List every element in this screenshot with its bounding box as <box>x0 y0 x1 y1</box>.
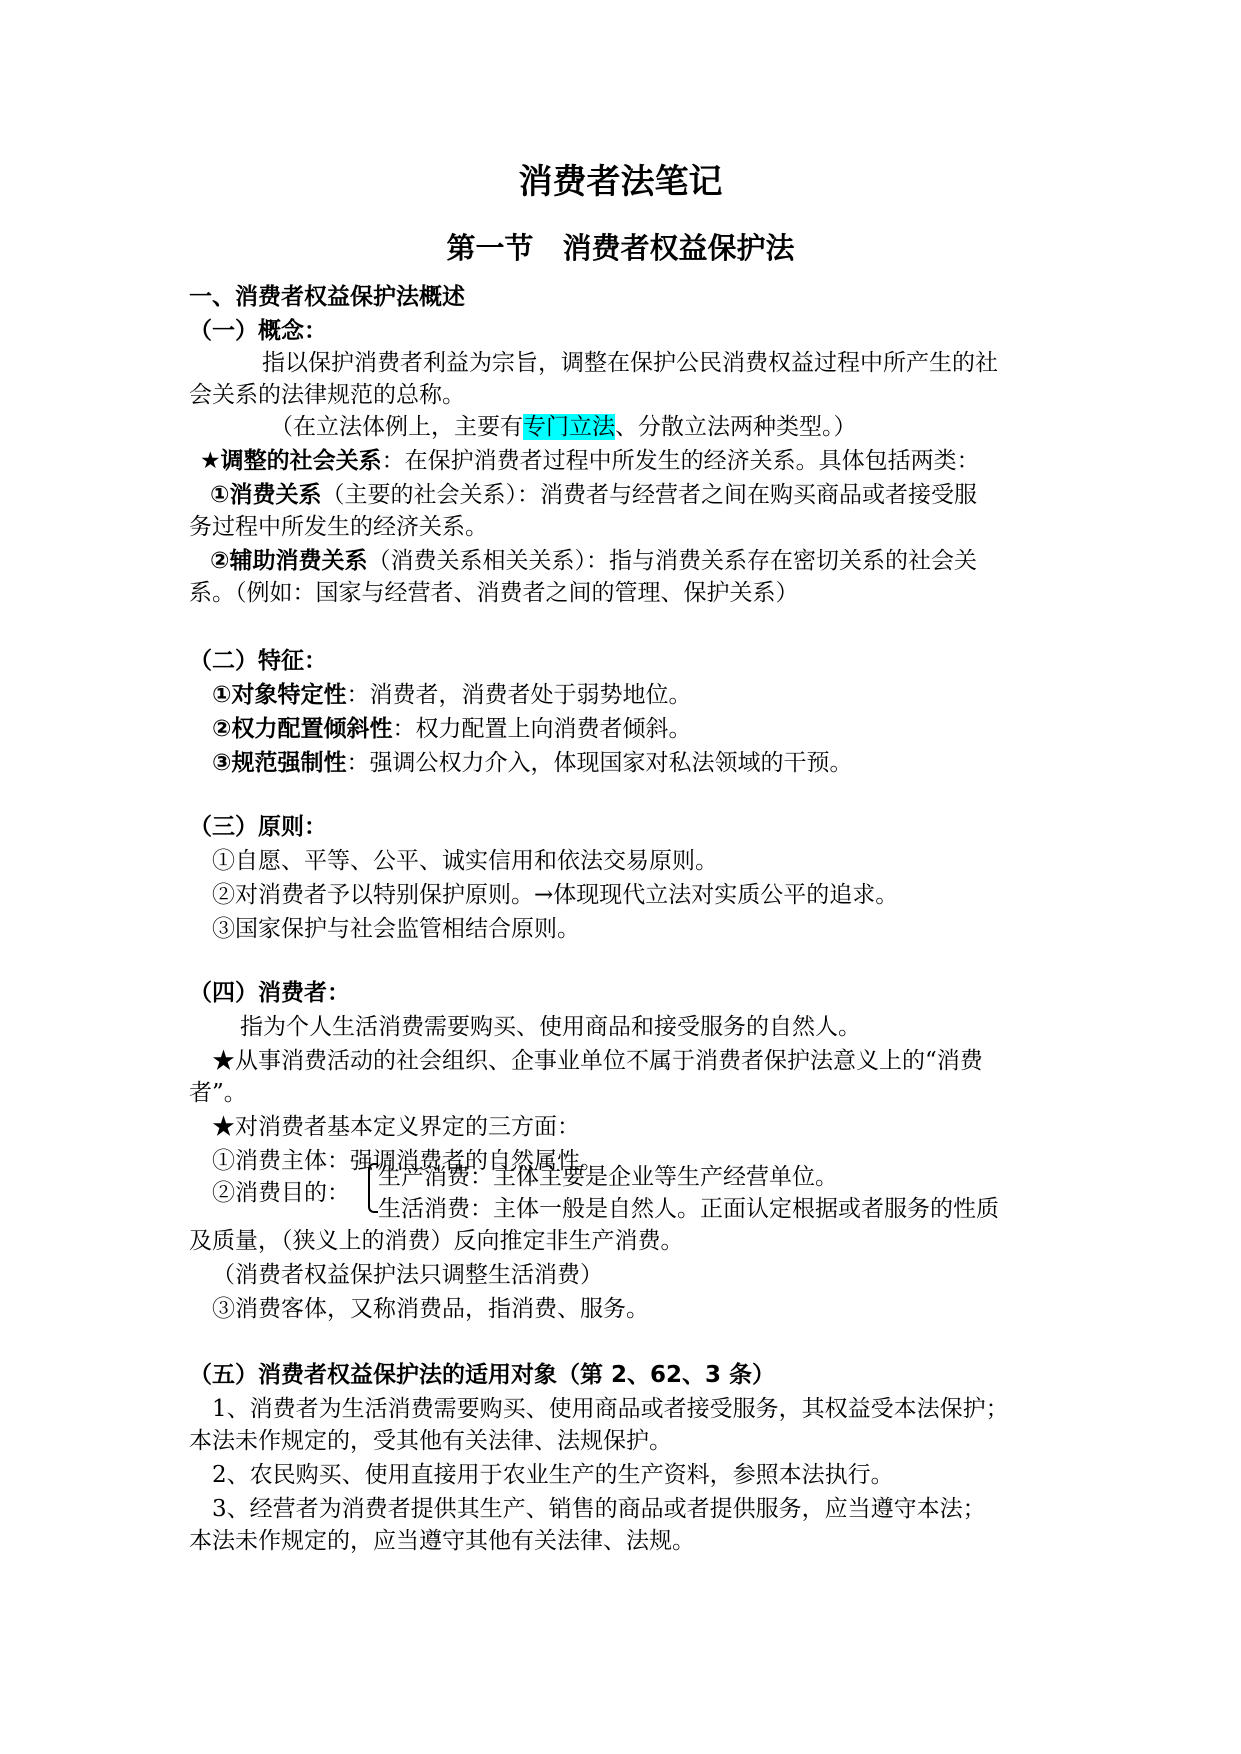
highlighted-term: 专门立法 <box>523 414 615 440</box>
social-relations-label: ★调整的社会关系 <box>200 448 382 474</box>
consumer-three-aspects: ★对消费者基本定义界定的三方面： <box>212 1114 580 1140</box>
scope-article-1-cont: 本法未作规定的，受其他有关法律、法规保护。 <box>189 1428 672 1454</box>
feature-label: ①对象特定性 <box>212 682 347 708</box>
feature-label: ③规范强制性 <box>212 750 347 776</box>
consumer-object-item: ③消费客体，又称消费品，指消费、服务。 <box>212 1296 649 1322</box>
consumption-relation-cont: 务过程中所发生的经济关系。 <box>189 514 488 540</box>
feature-item <box>212 748 852 778</box>
social-relations-line <box>200 446 980 476</box>
scope-article-1: 1、消费者为生活消费需要购买、使用商品或者接受服务，其权益受本法保护； <box>212 1396 1009 1422</box>
living-consumption: 生活消费：主体一般是自然人。正面认定根据或者服务的性质 <box>378 1196 999 1222</box>
principle-item: ①自愿、平等、公平、诚实信用和依法交易原则。 <box>212 848 718 874</box>
concept-text-line2: 会关系的法律规范的总称。 <box>189 382 465 408</box>
principle-item: ②对消费者予以特别保护原则。→体现现代立法对实质公平的追求。 <box>212 882 899 908</box>
consumer-exclusion-line2: 者”。 <box>189 1080 247 1106</box>
social-relations-text: ：在保护消费者过程中所发生的经济关系。具体包括两类： <box>381 448 980 474</box>
section-title: 第一节 消费者权益保护法 <box>446 231 795 265</box>
consumer-definition: 指为个人生活消费需要购买、使用商品和接受服务的自然人。 <box>240 1014 861 1040</box>
feature-item <box>212 680 691 710</box>
consumption-relation-text: （主要的社会关系）：消费者与经营者之间在购买商品或者接受服 <box>321 482 977 508</box>
heading-concept: （一）概念： <box>189 318 327 344</box>
scope-article-2: 2、农民购买、使用直接用于农业生产的生产资料，参照本法执行。 <box>212 1462 894 1488</box>
heading-consumer: （四）消费者： <box>189 980 350 1006</box>
heading-overview: 一、消费者权益保护法概述 <box>189 284 465 310</box>
heading-applicable-scope: （五）消费者权益保护法的适用对象（第 2、62、3 条） <box>189 1362 776 1388</box>
feature-label: ②权力配置倾斜性 <box>212 716 393 742</box>
heading-principles: （三）原则： <box>189 814 327 840</box>
living-consumption-cont: 及质量，（狭义上的消费）反向推定非生产消费。 <box>189 1228 684 1254</box>
page-title: 消费者法笔记 <box>518 162 723 202</box>
consumption-relation-label: ①消费关系 <box>210 482 322 508</box>
feature-item <box>212 714 691 744</box>
scope-note: （消费者权益保护法只调整生活消费） <box>212 1262 603 1288</box>
consumer-subject-item: ①消费主体：强调消费者的自然属性。 <box>212 1148 603 1174</box>
production-consumption: 生产消费：主体主要是企业等生产经营单位。 <box>378 1164 838 1190</box>
heading-features: （二）特征： <box>189 648 327 674</box>
concept-text-line1: 指以保护消费者利益为宗旨，调整在保护公民消费权益过程中所产生的社 <box>262 350 998 376</box>
principle-item: ③国家保护与社会监管相结合原则。 <box>212 916 580 942</box>
legislation-note-post: 、分散立法两种类型。） <box>615 414 857 440</box>
legislation-note-pre: （在立法体例上，主要有 <box>270 414 523 440</box>
feature-text: ：强调公权力介入，体现国家对私法领域的干预。 <box>346 750 853 776</box>
scope-article-3-cont: 本法未作规定的，应当遵守其他有关法律、法规。 <box>189 1528 695 1554</box>
consumer-purpose-item: ②消费目的： <box>212 1180 350 1206</box>
consumption-relation-item <box>210 480 977 510</box>
auxiliary-relation-item <box>210 546 977 576</box>
auxiliary-relation-cont: 系。（例如：国家与经营者、消费者之间的管理、保护关系） <box>189 580 799 606</box>
auxiliary-relation-text: （消费关系相关关系）：指与消费关系存在密切关系的社会关 <box>367 548 977 574</box>
consumer-exclusion-line1: ★从事消费活动的社会组织、企事业单位不属于消费者保护法意义上的“消费 <box>212 1048 983 1074</box>
feature-text: ：权力配置上向消费者倾斜。 <box>392 716 692 742</box>
feature-text: ：消费者，消费者处于弱势地位。 <box>346 682 692 708</box>
legislation-note <box>270 412 857 442</box>
auxiliary-relation-label: ②辅助消费关系 <box>210 548 368 574</box>
scope-article-3: 3、经营者为消费者提供其生产、销售的商品或者提供服务，应当遵守本法； <box>212 1496 986 1522</box>
purpose-brace <box>368 1163 378 1213</box>
